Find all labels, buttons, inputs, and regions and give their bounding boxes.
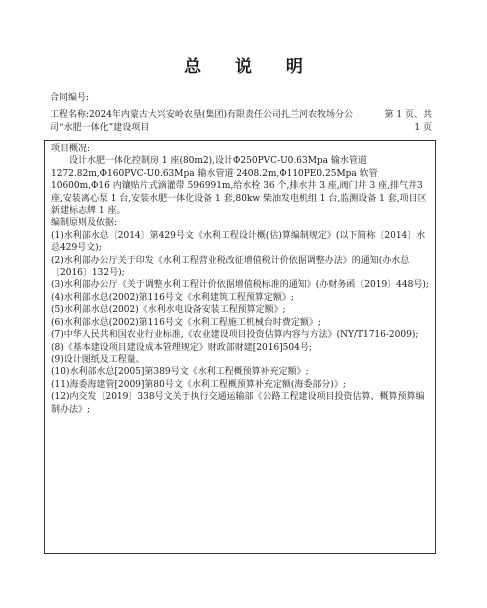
description-box xyxy=(44,140,436,554)
page-number-line: 第 1 页、共 xyxy=(384,110,432,120)
basis-item-3: (3)水利部办公厅《关于调整水利工程计价依据增值税标准的通知》(办财务函〔2019〕448号); xyxy=(51,280,429,291)
basis-item-6: (6)水利部水总(2002)第116号文《水利工程施工机械台时费定额》; xyxy=(51,317,321,328)
basis-item-8: (8)《基本建设项目建设成本管理规定》财政部财建[2016]504号; xyxy=(51,342,312,353)
basis-heading: 编制原则及依据: xyxy=(51,218,118,229)
basis-item-1: (1)水利部水总〔2014〕第429号文《水利工程设计概(估)算编制规定》(以下简称〔2014〕水总429号文); xyxy=(51,230,426,254)
basis-item-12: (12)内交发〔2019〕338号文关于执行交通运输部《公路工程建设项目投资估算、概算预算编制办法》; xyxy=(51,392,425,415)
basis-item-7: (7)中华人民共和国农业行业标准,《农业建设项目投资估算内容与方法》(NY/T1716-2009); xyxy=(51,330,419,341)
page-total-line: 1 页 xyxy=(414,123,432,133)
basis-item-11: (11)海委海建管[2009]第80号文《水利工程概预算补充定额(海委部分)》; xyxy=(51,379,346,390)
basis-item-5: (5)水利部水总(2002)《水利水电设备安装工程预算定额》; xyxy=(51,305,286,316)
overview-text: 设计水肥一体化控制房 1 座(80m2),设计Φ250PVC-U0.63Mpa 输水管道1272.82m,Φ160PVC-U0.63Mpa 输水管道 2408.2m,Φ110PE0.25Mpa 软管10600m,Φ16 内镶贴片式滴灌带 596991m,给水栓 36 个,排水井 3 座,阀门井 3 座,排气井3座,安装离心泵 1 台,安装水肥一体化设备 1 套,80kw 柴油发电机组 1 台,监测设备 1 套,项目区新建标志牌 1 座。 xyxy=(51,156,427,217)
project-name: 工程名称:2024年内蒙古大兴安岭农垦(集团)有限责任公司扎兰河农牧场分公司“水肥一体化”建设项目 xyxy=(50,110,353,133)
basis-item-10: (10)水利部水总[2005]第389号文《水利工程概预算补充定额》; xyxy=(51,367,309,378)
document-title: 总 说 明 xyxy=(184,57,317,77)
contract-number-label: 合同编号: xyxy=(50,93,90,103)
page-info xyxy=(368,109,432,135)
basis-item-4: (4)水利部水总(2002)第116号文《水利建筑工程预算定额》; xyxy=(51,292,294,303)
basis-item-2: (2)水利部办公厅关于印发《水利工程营业税改征增值税计价依据调整办法》的通知(办水总〔2016〕132号); xyxy=(51,255,410,279)
basis-item-9: (9)设计图纸及工程量。 xyxy=(51,354,145,365)
overview-heading: 项目概况: xyxy=(51,144,91,154)
